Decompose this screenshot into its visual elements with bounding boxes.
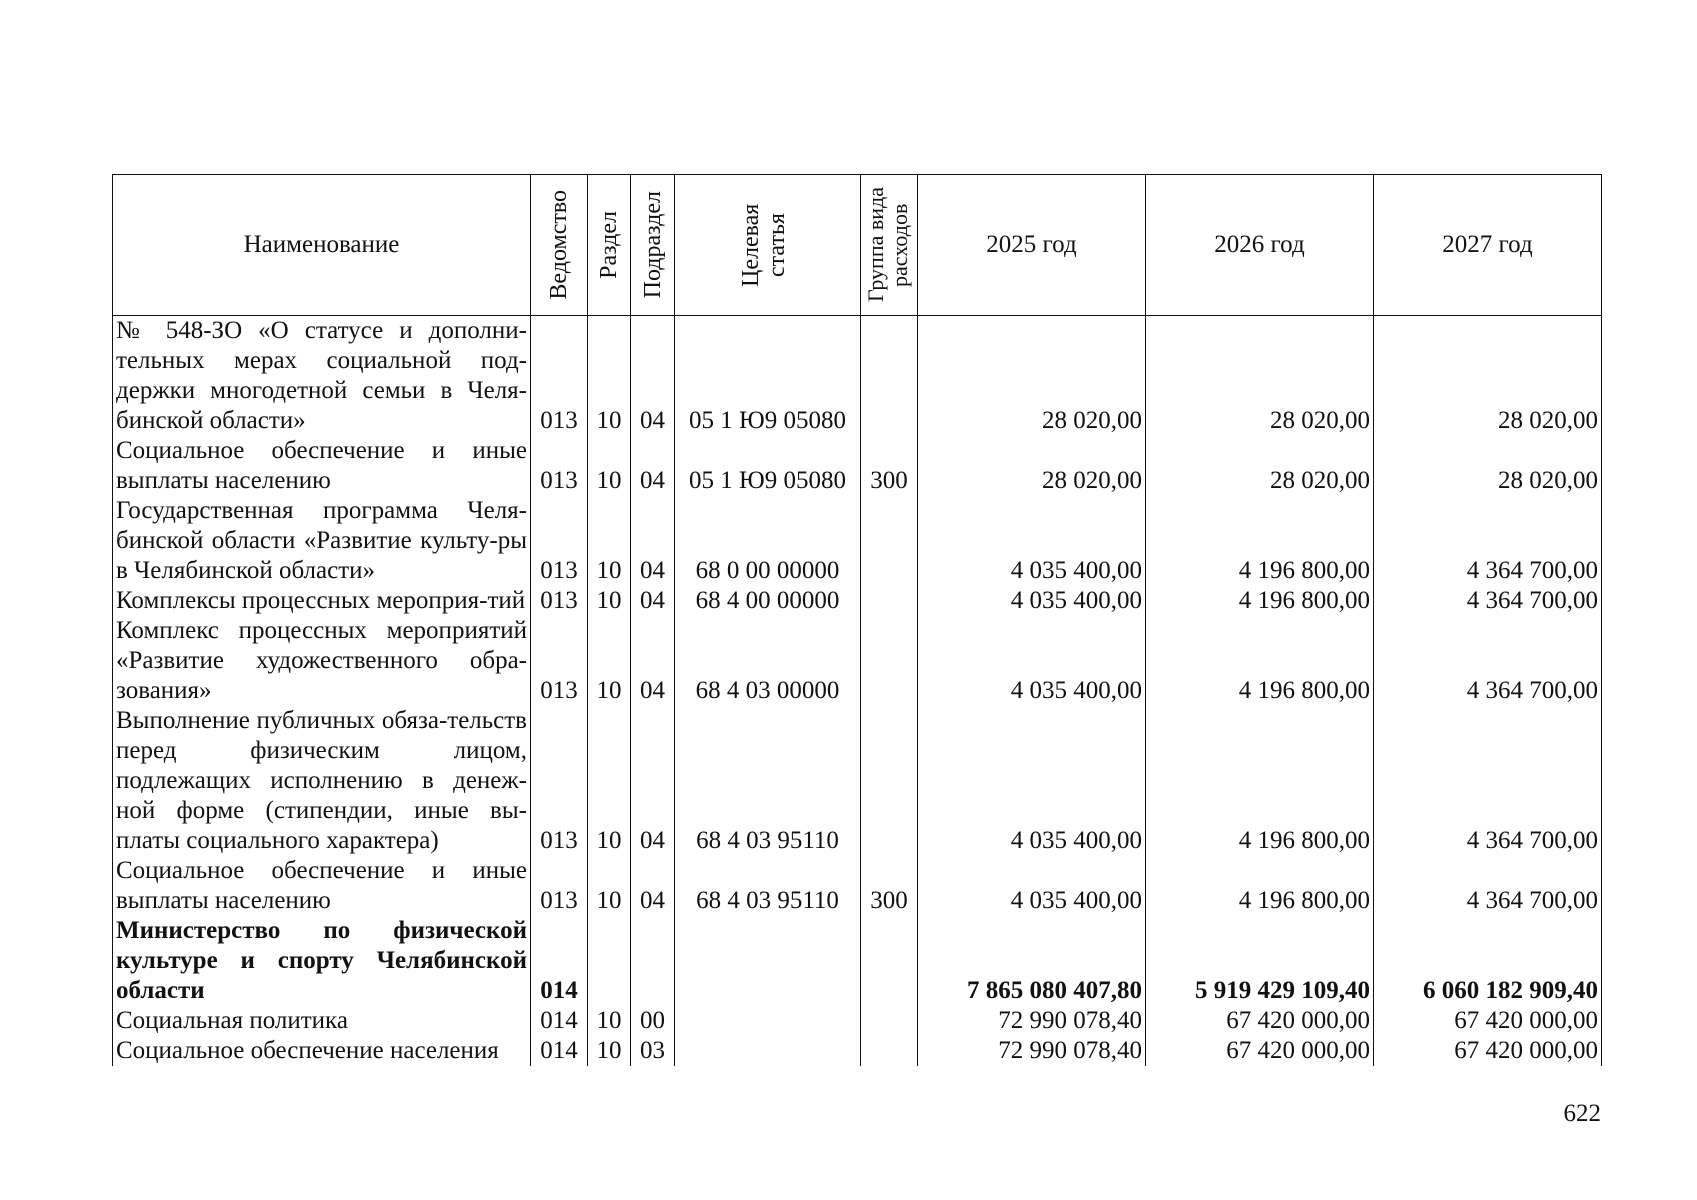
header-razdel: Раздел (588, 175, 631, 316)
table-row (113, 616, 1602, 706)
row-2027: 6 060 182 909,40 (1374, 916, 1602, 1006)
row-2026: 67 420 000,00 (1146, 1006, 1374, 1036)
header-name: Наименование (113, 175, 531, 316)
row-2026: 4 196 800,00 (1146, 856, 1374, 916)
row-gruppa (861, 496, 918, 586)
row-name: Выполнение публичных обяза-тельств перед физическим лицом, подлежащих исполнению в денеж-ной форме (стипендии, иные вы-платы социального характера) (113, 706, 531, 856)
row-gruppa: 300 (861, 856, 918, 916)
row-gruppa: 300 (861, 436, 918, 496)
table-row (113, 856, 1602, 916)
row-podrazdel (631, 916, 675, 1006)
row-gruppa (861, 586, 918, 616)
row-podrazdel: 04 (631, 856, 675, 916)
row-name: Министерство по физической культуре и спорту Челябинской области (113, 916, 531, 1006)
row-razdel: 10 (588, 1036, 631, 1066)
row-2025: 4 035 400,00 (918, 616, 1146, 706)
row-name: Государственная программа Челя-бинской области «Развитие культу-ры в Челябинской области» (113, 496, 531, 586)
row-razdel: 10 (588, 316, 631, 437)
row-celevaya (675, 1036, 861, 1066)
row-vedomstvo: 014 (531, 916, 588, 1006)
row-2025: 7 865 080 407,80 (918, 916, 1146, 1006)
row-name: Комплекс процессных мероприятий «Развитие художественного обра-зования» (113, 616, 531, 706)
row-vedomstvo: 013 (531, 856, 588, 916)
row-celevaya: 68 0 00 00000 (675, 496, 861, 586)
row-2026: 4 196 800,00 (1146, 496, 1374, 586)
row-vedomstvo: 014 (531, 1036, 588, 1066)
row-2026: 28 020,00 (1146, 436, 1374, 496)
row-celevaya (675, 1006, 861, 1036)
row-celevaya: 05 1 Ю9 05080 (675, 436, 861, 496)
row-vedomstvo: 013 (531, 616, 588, 706)
row-podrazdel: 04 (631, 436, 675, 496)
row-celevaya: 05 1 Ю9 05080 (675, 316, 861, 437)
row-2026: 28 020,00 (1146, 316, 1374, 437)
budget-table (112, 174, 1602, 1066)
row-name: Социальная политика (113, 1006, 531, 1036)
header-gruppa: Группа вида расходов (861, 175, 918, 316)
row-name: Социальное обеспечение населения (113, 1036, 531, 1066)
row-vedomstvo: 013 (531, 586, 588, 616)
row-2027: 4 364 700,00 (1374, 616, 1602, 706)
row-name: Социальное обеспечение и иные выплаты населению (113, 856, 531, 916)
row-razdel: 10 (588, 496, 631, 586)
row-gruppa (861, 1036, 918, 1066)
row-vedomstvo: 013 (531, 496, 588, 586)
row-name: Социальное обеспечение и иные выплаты населению (113, 436, 531, 496)
row-2027: 4 364 700,00 (1374, 856, 1602, 916)
row-vedomstvo: 013 (531, 706, 588, 856)
row-vedomstvo: 014 (531, 1006, 588, 1036)
table-row (113, 586, 1602, 616)
row-2027: 4 364 700,00 (1374, 496, 1602, 586)
row-2027: 28 020,00 (1374, 316, 1602, 437)
row-gruppa (861, 1006, 918, 1036)
row-podrazdel: 04 (631, 586, 675, 616)
row-razdel: 10 (588, 616, 631, 706)
row-2026: 5 919 429 109,40 (1146, 916, 1374, 1006)
header-celevaya: Целевая статья (675, 175, 861, 316)
row-podrazdel: 04 (631, 616, 675, 706)
row-razdel: 10 (588, 1006, 631, 1036)
row-2025: 4 035 400,00 (918, 706, 1146, 856)
row-celevaya (675, 916, 861, 1006)
row-vedomstvo: 013 (531, 316, 588, 437)
row-2026: 4 196 800,00 (1146, 586, 1374, 616)
row-podrazdel: 04 (631, 316, 675, 437)
table-row (113, 1006, 1602, 1036)
row-podrazdel: 00 (631, 1006, 675, 1036)
row-2026: 4 196 800,00 (1146, 616, 1374, 706)
row-celevaya: 68 4 03 00000 (675, 616, 861, 706)
row-celevaya: 68 4 03 95110 (675, 706, 861, 856)
row-razdel: 10 (588, 706, 631, 856)
row-name: Комплексы процессных мероприя-тий (113, 586, 531, 616)
row-2027: 28 020,00 (1374, 436, 1602, 496)
row-2025: 72 990 078,40 (918, 1036, 1146, 1066)
row-2025: 28 020,00 (918, 316, 1146, 437)
row-razdel (588, 916, 631, 1006)
row-2025: 28 020,00 (918, 436, 1146, 496)
header-2026: 2026 год (1146, 175, 1374, 316)
header-podrazdel: Подраздел (631, 175, 675, 316)
row-2025: 4 035 400,00 (918, 856, 1146, 916)
row-2026: 67 420 000,00 (1146, 1036, 1374, 1066)
row-2027: 67 420 000,00 (1374, 1036, 1602, 1066)
row-2025: 4 035 400,00 (918, 586, 1146, 616)
row-2025: 72 990 078,40 (918, 1006, 1146, 1036)
row-gruppa (861, 316, 918, 437)
row-razdel: 10 (588, 436, 631, 496)
table-header-row (113, 175, 1602, 316)
row-gruppa (861, 916, 918, 1006)
row-razdel: 10 (588, 586, 631, 616)
header-vedomstvo: Ведомство (531, 175, 588, 316)
header-2025: 2025 год (918, 175, 1146, 316)
row-celevaya: 68 4 03 95110 (675, 856, 861, 916)
row-name: № 548-ЗО «О статусе и дополни-тельных мерах социальной под-держки многодетной семьи в Челя-бинской области» (113, 316, 531, 437)
row-podrazdel: 04 (631, 496, 675, 586)
table-row (113, 496, 1602, 586)
table-row-ministry (113, 916, 1602, 1006)
row-2027: 4 364 700,00 (1374, 586, 1602, 616)
row-razdel: 10 (588, 856, 631, 916)
table-row (113, 706, 1602, 856)
row-gruppa (861, 616, 918, 706)
header-2027: 2027 год (1374, 175, 1602, 316)
row-2027: 4 364 700,00 (1374, 706, 1602, 856)
row-podrazdel: 04 (631, 706, 675, 856)
row-2025: 4 035 400,00 (918, 496, 1146, 586)
row-2027: 67 420 000,00 (1374, 1006, 1602, 1036)
table-row (113, 436, 1602, 496)
table-row (113, 1036, 1602, 1066)
page-number: 622 (1563, 1100, 1601, 1127)
row-2026: 4 196 800,00 (1146, 706, 1374, 856)
row-podrazdel: 03 (631, 1036, 675, 1066)
row-gruppa (861, 706, 918, 856)
row-celevaya: 68 4 00 00000 (675, 586, 861, 616)
table-row (113, 316, 1602, 437)
row-vedomstvo: 013 (531, 436, 588, 496)
